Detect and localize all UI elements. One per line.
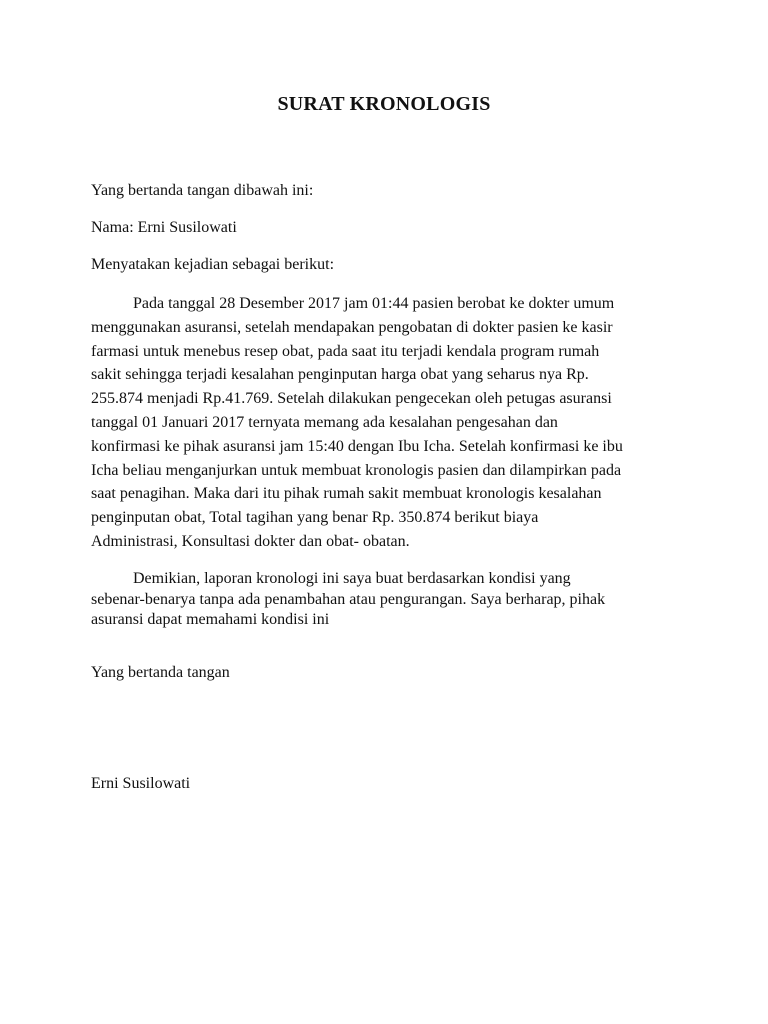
- paragraph-line: 255.874 menjadi Rp.41.769. Setelah dilakukan pengecekan oleh petugas asuransi: [91, 390, 612, 408]
- paragraph-line: saat penagihan. Maka dari itu pihak rumah sakit membuat kronologis kesalahan: [91, 485, 602, 503]
- paragraph-line: sakit sehingga terjadi kesalahan penginputan harga obat yang seharus nya Rp.: [91, 366, 589, 384]
- intro-line: Yang bertanda tangan dibawah ini:: [91, 182, 314, 199]
- signatory-name: Erni Susilowati: [91, 775, 191, 792]
- paragraph-line: menggunakan asuransi, setelah mendapakan pengobatan di dokter pasien ke kasir: [91, 318, 613, 336]
- paragraph-line: Pada tanggal 28 Desember 2017 jam 01:44 pasien berobat ke dokter umum: [133, 295, 615, 312]
- statement-line: Menyatakan kejadian sebagai berikut:: [91, 256, 335, 273]
- paragraph-line: Demikian, laporan kronologi ini saya buat berdasarkan kondisi yang: [133, 570, 571, 587]
- paragraph-line: Icha beliau menganjurkan untuk membuat kronologis pasien dan dilampirkan pada: [91, 461, 622, 479]
- paragraph-line: farmasi untuk menebus resep obat, pada saat itu terjadi kendala program rumah: [91, 342, 600, 360]
- paragraph-line: konfirmasi ke pihak asuransi jam 15:40 dengan Ibu Icha. Setelah konfirmasi ke ibu: [91, 437, 623, 455]
- chronology-paragraph: [91, 292, 691, 554]
- paragraph-line: tanggal 01 Januari 2017 ternyata memang ada kesalahan pengesahan dan: [91, 413, 558, 431]
- paragraph-line: asuransi dapat memahami kondisi ini: [91, 611, 330, 628]
- document-title: SURAT KRONOLOGIS: [277, 93, 491, 115]
- paragraph-line: sebenar-benarya tanpa ada penambahan atau pengurangan. Saya berharap, pihak: [91, 590, 606, 608]
- paragraph-line: Administrasi, Konsultasi dokter dan obat- obatan.: [91, 532, 410, 550]
- closing-line: Yang bertanda tangan: [91, 664, 230, 681]
- paragraph-line: penginputan obat, Total tagihan yang benar Rp. 350.874 berikut biaya: [91, 509, 539, 527]
- name-line: Nama: Erni Susilowati: [91, 219, 237, 236]
- conclusion-paragraph: [91, 569, 691, 631]
